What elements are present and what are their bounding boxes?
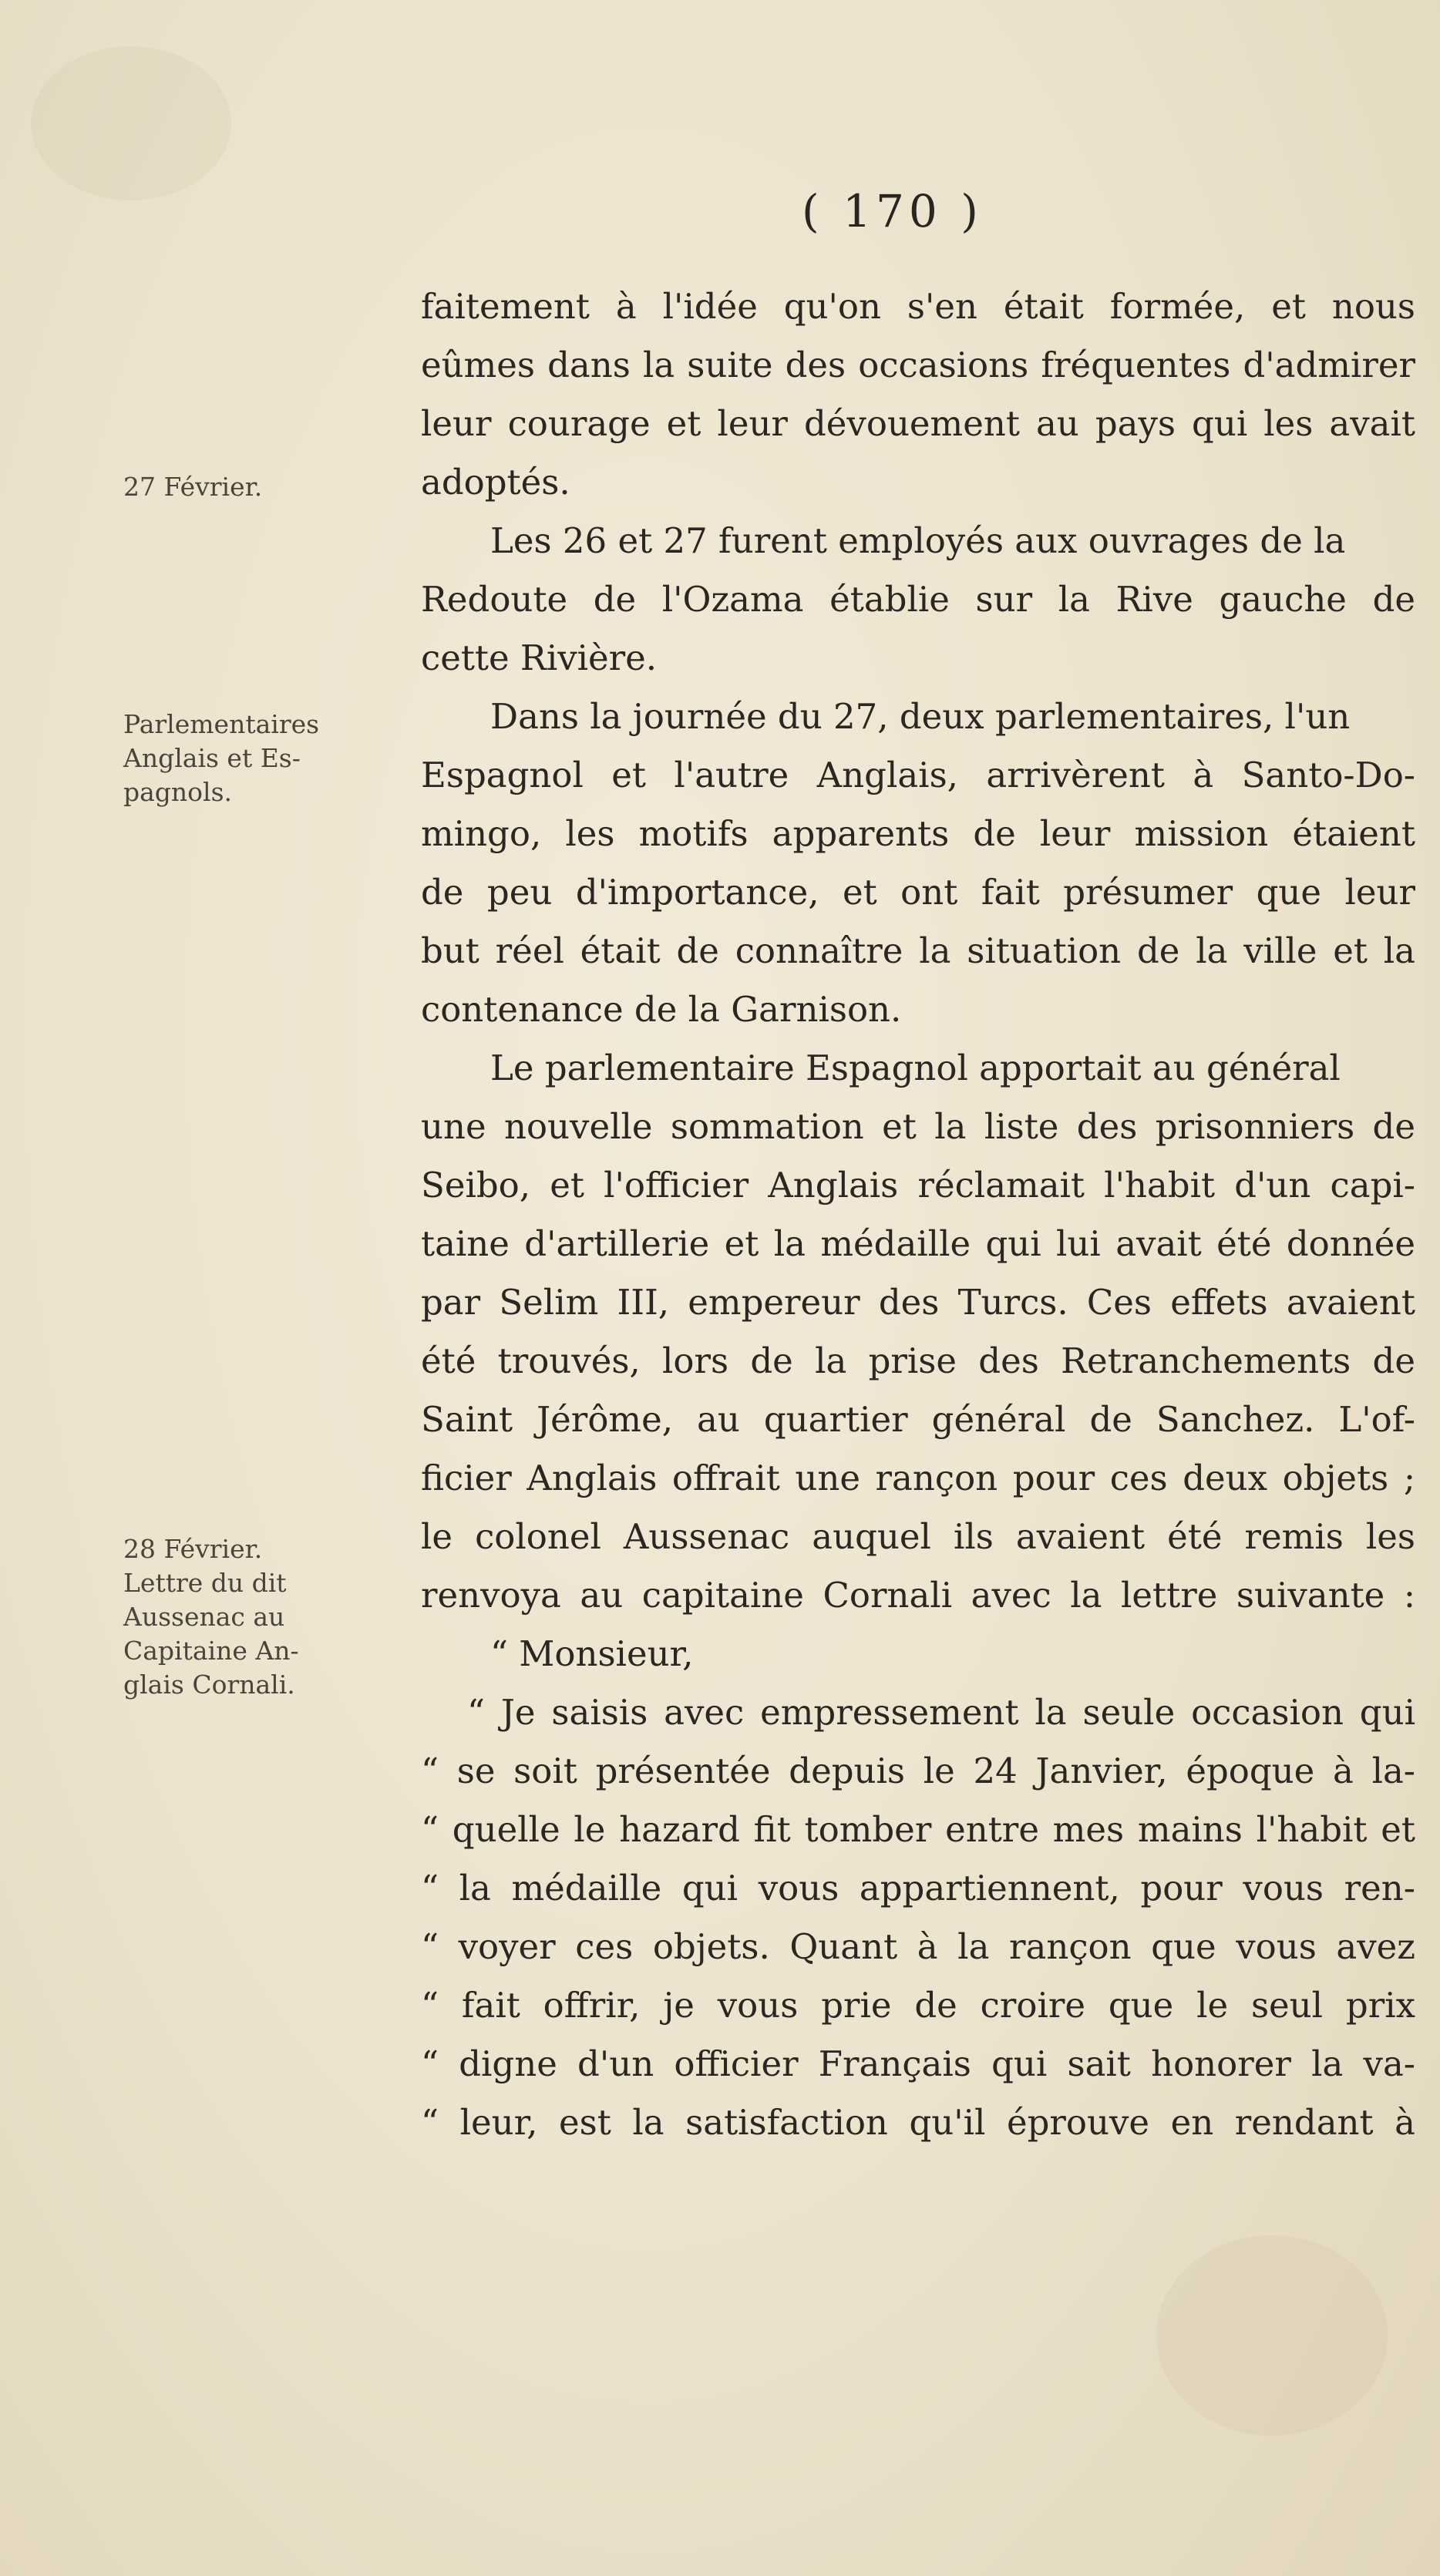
body-line: mingo, les motifs apparents de leur mission étaient <box>421 813 1415 854</box>
body-line: le colonel Aussenac auquel ils avaient été remis les <box>421 1516 1415 1557</box>
body-line: “ quelle le hazard fit tomber entre mes mains l'habit et <box>421 1809 1415 1850</box>
body-line: renvoya au capitaine Cornali avec la lettre suivante : <box>421 1575 1415 1616</box>
body-line: “ se soit présentée depuis le 24 Janvier, époque à la- <box>421 1750 1415 1791</box>
body-line: “ fait offrir, je vous prie de croire que le seul prix <box>421 1985 1415 2026</box>
body-line: taine d'artillerie et la médaille qui lui avait été donnée <box>421 1223 1415 1264</box>
body-line: “ voyer ces objets. Quant à la rançon que vous avez <box>421 1926 1415 1967</box>
margin-note-line: Capitaine An- <box>123 1636 299 1666</box>
body-line: contenance de la Garnison. <box>421 989 902 1030</box>
body-line: cette Rivière. <box>421 637 658 678</box>
body-line: Saint Jérôme, au quartier général de Sanchez. L'of- <box>421 1399 1415 1440</box>
margin-note-date-27-fevrier <box>123 470 385 504</box>
body-line: adoptés. <box>421 462 570 503</box>
margin-note-line: Anglais et Es- <box>123 743 301 773</box>
margin-note-line: Parlementaires <box>123 709 320 739</box>
margin-note-parlementaires <box>123 708 385 809</box>
body-line: but réel était de connaître la situation de la ville et la <box>421 930 1415 971</box>
body-line: “ leur, est la satisfaction qu'il éprouve en rendant à <box>421 2102 1415 2143</box>
body-line: leur courage et leur dévouement au pays qui les avait <box>421 403 1415 444</box>
body-line: de peu d'importance, et ont fait présumer que leur <box>421 872 1415 913</box>
body-text <box>421 277 1423 2152</box>
body-line: eûmes dans la suite des occasions fréquentes d'admirer <box>421 345 1415 385</box>
body-line: “ digne d'un officier Français qui sait honorer la va- <box>421 2043 1415 2084</box>
margin-note-line: 27 Février. <box>123 472 263 502</box>
page-number: ( 170 ) <box>802 185 983 237</box>
margin-note-line: Lettre du dit <box>123 1568 287 1598</box>
paper-stain <box>31 46 231 200</box>
margin-note-line: glais Cornali. <box>123 1670 295 1700</box>
body-line: Espagnol et l'autre Anglais, arrivèrent à Santo-Do- <box>421 755 1415 795</box>
body-line: faitement à l'idée qu'on s'en était formée, et nous <box>421 286 1415 327</box>
body-line: Seibo, et l'officier Anglais réclamait l'habit d'un capi- <box>421 1165 1415 1206</box>
body-line: “ Monsieur, <box>490 1633 694 1674</box>
margin-note-line: pagnols. <box>123 777 233 807</box>
body-line: Redoute de l'Ozama établie sur la Rive gauche de <box>421 579 1415 620</box>
body-line: par Selim III, empereur des Turcs. Ces effets avaient <box>421 1282 1415 1323</box>
body-line: été trouvés, lors de la prise des Retranchements de <box>421 1340 1415 1381</box>
margin-note-line: 28 Février. <box>123 1534 263 1564</box>
body-line: Les 26 et 27 furent employés aux ouvrages de la <box>490 520 1346 561</box>
body-line: Le parlementaire Espagnol apportait au général <box>490 1048 1341 1088</box>
paper-stain <box>1156 2235 1388 2436</box>
margin-note-line: Aussenac au <box>123 1602 285 1632</box>
margin-note-lettre <box>123 1532 385 1702</box>
body-line: Dans la journée du 27, deux parlementaires, l'un <box>490 696 1351 737</box>
body-line: “ la médaille qui vous appartiennent, pour vous ren- <box>421 1868 1415 1908</box>
body-line: “ Je saisis avec empressement la seule occasion qui <box>467 1692 1415 1733</box>
body-line: ficier Anglais offrait une rançon pour ces deux objets ; <box>421 1458 1415 1498</box>
body-line: une nouvelle sommation et la liste des prisonniers de <box>421 1106 1415 1147</box>
